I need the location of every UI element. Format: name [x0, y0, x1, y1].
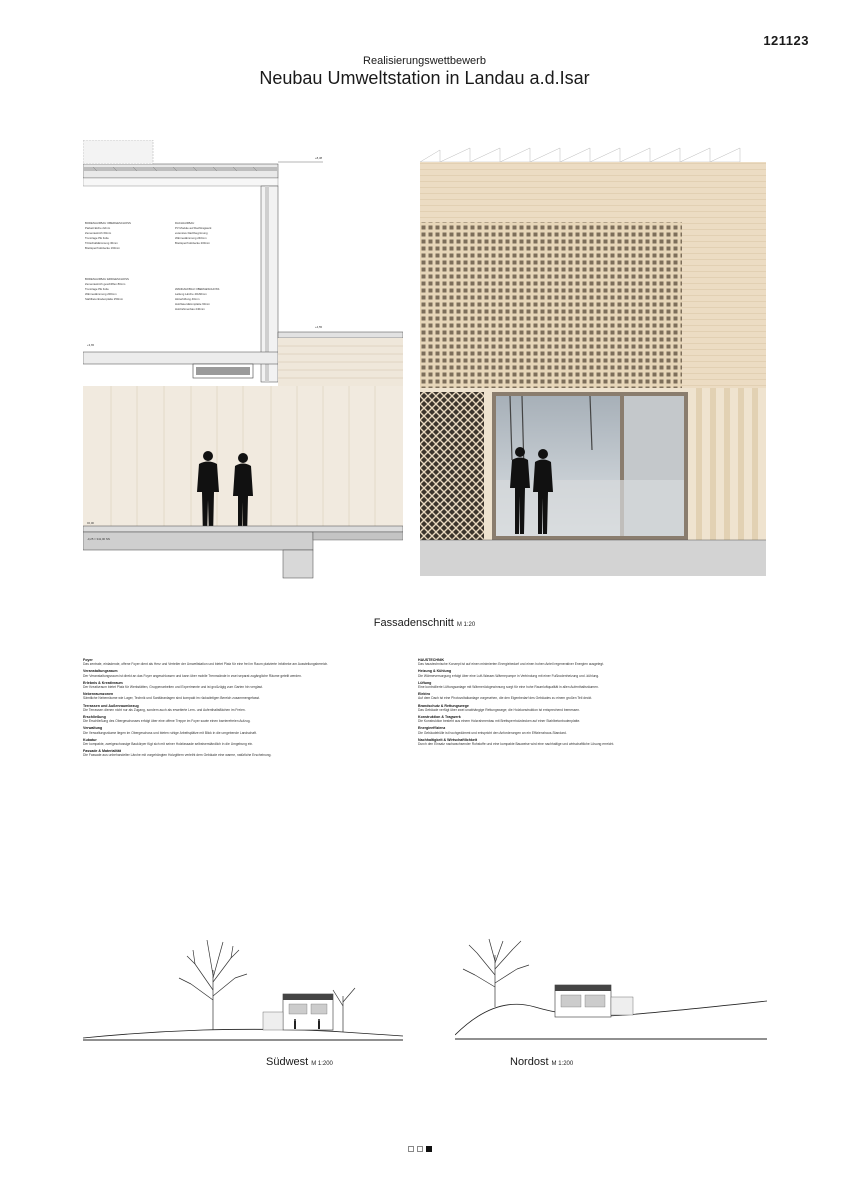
text-block: Terrassen und Außenraumbezug Die Terrassen dienen nicht nur als Zugang, sondern auch als erweiterte Lern- und Aufenthaltsflächen im Freien. [83, 703, 246, 712]
facade-view-drawing [420, 140, 766, 590]
description-right [418, 655, 766, 746]
page-indicator [408, 1146, 432, 1152]
svg-text:extensive Dachbegrünung: extensive Dachbegrünung [175, 231, 208, 235]
svg-text:Stahlbetonbodenplatte 250mm: Stahlbetonbodenplatte 250mm [85, 297, 124, 301]
svg-text:Trennlage PE Folie: Trennlage PE Folie [85, 287, 109, 291]
label-wall-og: WANDAUFBAU OBERGESCHOSS [175, 287, 220, 291]
text-block: Fassade & Materialität Die Fassade aus unbehandelter Lärche mit vorgehängten Holzgittern verleiht dem Gebäude eine warme, natürliche Erscheinung. [83, 749, 272, 758]
svg-text:Brettsperrholzdecke 200mm: Brettsperrholzdecke 200mm [175, 241, 210, 245]
page-title: Neubau Umweltstation in Landau a.d.Isar [259, 68, 590, 88]
text-block: Erschließung Die Erschließung des Obergeschosses erfolgt über eine offene Treppe im Foyer sowie einen barrierefreien Aufzug. [83, 715, 251, 724]
svg-text:Holzrahmenbau 240mm: Holzrahmenbau 240mm [175, 307, 205, 311]
label-roof: DACHAUFBAU [175, 221, 195, 225]
level-mark-ground: -0,25 = 341,00 NN [87, 537, 110, 541]
svg-text:Wärmedämmung 240mm: Wärmedämmung 240mm [175, 236, 207, 240]
text-block: Brandschutz & Rettungswege Das Gebäude verfügt über zwei unabhängige Rettungswege; die Holzkonstruktion ist entsprechend bemessen. [418, 703, 581, 712]
text-block: Heizung & Kühlung Die Wärmeversorgung erfolgt über eine Luft-Wasser-Wärmepumpe in Verbindung mit einer Fußbodenheizung und -kühlung. [418, 669, 600, 678]
text-block: Nebenraumzonen Sämtliche Nebenräume wie Lager, Technik und Sanitäranlagen sind kompakt im rückwärtigen Bereich zusammengefasst. [83, 692, 260, 701]
text-block: Erlebnis & Kreativraum Der Kreativraum bietet Platz für Werkstätten, Gruppenarbeiten und Experimente und ist großzügig zum Garten hin verglast. [83, 680, 263, 690]
svg-text:Zementestrich 60mm: Zementestrich 60mm [85, 231, 112, 235]
text-block: Foyer Das zentrale, einladende, offene Foyer dient als Herz und Verteiler der Umweltstation und bietet Platz für eine frei im Raum platzierte Infotheke am Ausstellungsbereich. [83, 658, 329, 667]
level-mark-og: +3,65 [87, 343, 95, 347]
elevation-northeast-drawing [455, 935, 767, 1045]
level-mark-top: +8,38 [315, 156, 323, 160]
caption-facade-section: Fassadenschnitt M 1:20 [373, 617, 476, 629]
page-dot-1 [408, 1146, 414, 1152]
text-block: Verwaltung Die Verwaltungsräume liegen im Obergeschoss und bieten ruhige Arbeitsplätze mit Blick in die umgebende Landschaft. [83, 726, 257, 735]
subtitle: Realisierungswettbewerb [363, 55, 486, 67]
page-dot-2 [417, 1146, 423, 1152]
caption-southwest: Südwest M 1:200 [266, 1056, 333, 1068]
svg-text:Lattung Lärche 40x60mm: Lattung Lärche 40x60mm [175, 292, 207, 296]
level-mark-eg: ±0,00 [87, 521, 94, 525]
label-floor-og-1: BODENAUFBAU OBERGESCHOSS [85, 221, 131, 225]
text-block: Elektro Auf dem Dach ist eine Photovoltaikanlage vorgesehen, die den Eigenbedarf des Gebäudes zu einem großen Teil deckt. [418, 692, 593, 701]
page-dot-3-current [426, 1146, 432, 1152]
level-mark-low-roof: +4,55 [315, 325, 323, 329]
facade-section-drawing [83, 140, 403, 610]
text-block: Lüftung Eine kontrollierte Lüftungsanlage mit Wärmerückgewinnung sorgt für eine hohe Raumluftqualität in allen Aufenthaltsräumen. [418, 680, 599, 690]
text-block: Nachhaltigkeit & Wirtschaftlichkeit Durch den Einsatz nachwachsender Rohstoffe und eine kompakte Bauweise wird eine nachhaltige und wirtschaftliche Lösung erreicht. [418, 737, 615, 747]
svg-text:Hinterlüftung 40mm: Hinterlüftung 40mm [175, 297, 200, 301]
text-block: Konstruktion & Tragwerk Die Konstruktion besteht aus einem Holzrahmenbau mit Brettsperrholzdecken auf einer Stahlbetonbodenplatte. [418, 715, 581, 724]
text-block: Energieeffizienz Die Gebäudehülle ist hochgedämmt und entspricht den Anforderungen an ein Effizienzhaus-Standard. [418, 726, 567, 735]
text-block: Veranstaltungsraum Der Veranstaltungsraum ist direkt an das Foyer angeschlossen und kann über mobile Trennwände in zwei separat zugängliche Räume geteilt werden. [83, 669, 302, 678]
svg-text:Zementestrich geschliffen 80mm: Zementestrich geschliffen 80mm [85, 282, 126, 286]
text-block: Kubatur Der kompakte, zweigeschossige Baukörper fügt sich mit seiner Holzfassade selbstverständlich in die Umgebung ein. [83, 737, 254, 747]
svg-text:Wärmedämmung 200mm: Wärmedämmung 200mm [85, 292, 117, 296]
svg-text:Trittschalldämmung 30mm: Trittschalldämmung 30mm [85, 241, 118, 245]
text-block: HAUSTECHNIK Das haustechnische Konzept ist auf einen minimierten Energiebedarf und einen hohen Anteil regenerativer Energien ausgelegt. [418, 658, 605, 667]
elevation-southwest-drawing [83, 920, 403, 1045]
svg-text:Trennlage PE Folie: Trennlage PE Folie [85, 236, 109, 240]
svg-text:Holzfaserdämmplatte 60mm: Holzfaserdämmplatte 60mm [175, 302, 210, 306]
competition-code: 121123 [763, 33, 809, 48]
svg-text:Parkett Eiche 22mm: Parkett Eiche 22mm [85, 226, 111, 230]
description-left [83, 655, 405, 758]
label-floor-eg: BODENAUFBAU ERDGESCHOSS [85, 277, 129, 281]
svg-text:Brettsperrholzdecke 160mm: Brettsperrholzdecke 160mm [85, 246, 120, 250]
caption-northeast: Nordost M 1:200 [510, 1056, 574, 1068]
svg-text:PV Module auf Dachtragwerk: PV Module auf Dachtragwerk [175, 226, 212, 230]
